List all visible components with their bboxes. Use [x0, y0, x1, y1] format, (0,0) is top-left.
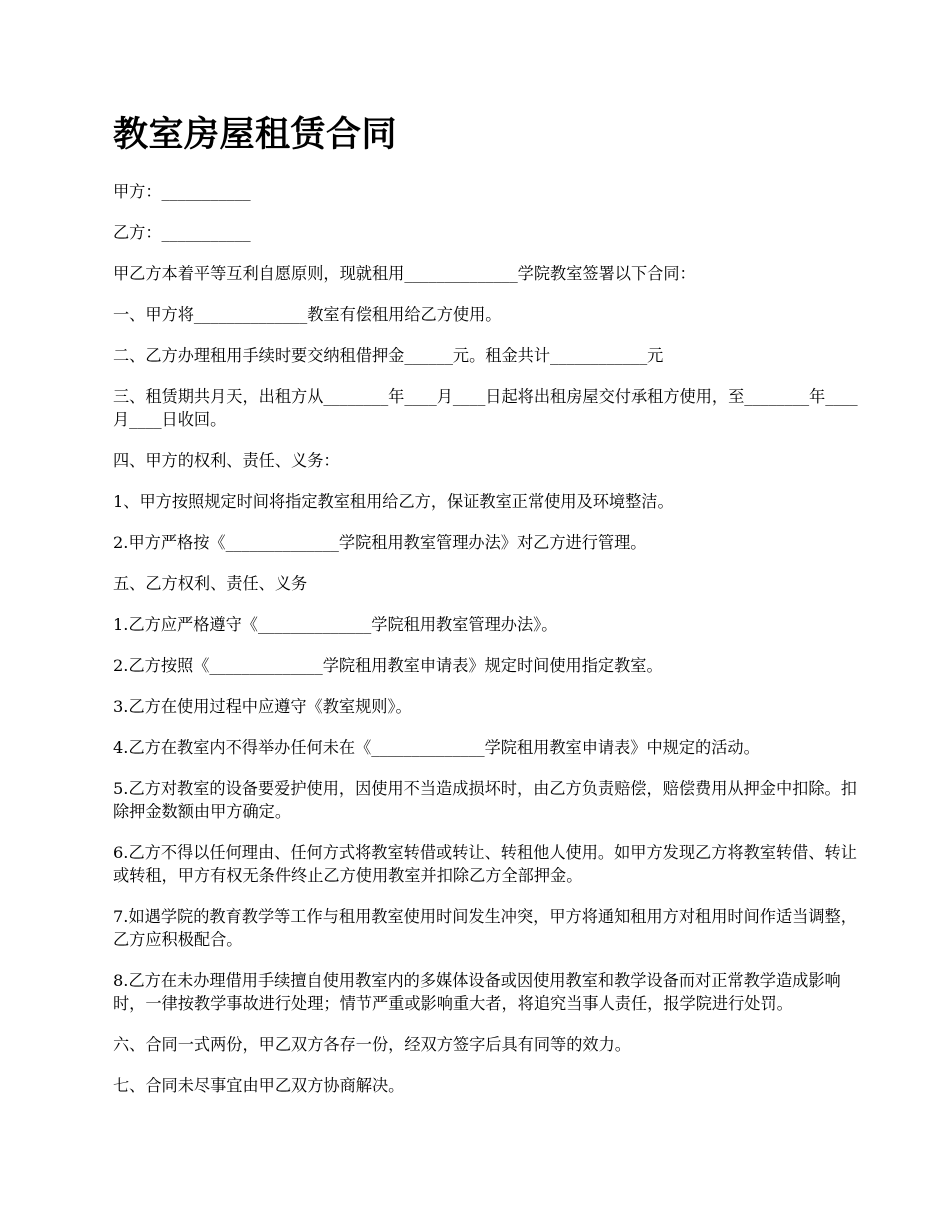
preamble: 甲乙方本着平等互利自愿原则，现就租用______________学院教室签署以下合同：	[113, 264, 696, 283]
clause-5-item-7: 7.如遇学院的教育教学等工作与租用教室使用时间发生冲突，甲方将通知租用方对租用时间作适当调整，乙方应积极配合。	[113, 907, 857, 949]
clause-5-item-3: 3.乙方在使用过程中应遵守《教室规则》。	[113, 697, 412, 716]
party-b-line: 乙方：___________	[113, 223, 251, 242]
clause-4-heading: 四、甲方的权利、责任、义务：	[113, 451, 340, 470]
clause-5-item-4: 4.乙方在教室内不得举办任何未在《______________学院租用教室申请表》中规定的活动。	[113, 738, 760, 757]
clause-2: 二、乙方办理租用手续时要交纳租借押金______元。租金共计____________元	[113, 346, 664, 365]
clause-7: 七、合同未尽事宜由甲乙双方协商解决。	[113, 1076, 405, 1095]
clause-5-heading: 五、乙方权利、责任、义务	[113, 574, 308, 593]
clause-5-item-6: 6.乙方不得以任何理由、任何方式将教室转借或转让、转租他人使用。如甲方发现乙方将教室转借、转让或转租，甲方有权无条件终止乙方使用教室并扣除乙方全部押金。	[113, 843, 857, 885]
document-title: 教室房屋租赁合同	[113, 115, 398, 155]
clause-6: 六、合同一式两份，甲乙双方各存一份，经双方签字后具有同等的效力。	[113, 1035, 631, 1054]
clause-5-item-2: 2.乙方按照《______________学院租用教室申请表》规定时间使用指定教室。	[113, 656, 663, 675]
clause-4-item-2: 2.甲方严格按《______________学院租用教室管理办法》对乙方进行管理。	[113, 533, 647, 552]
party-a-line: 甲方：___________	[113, 182, 251, 201]
clause-1: 一、甲方将______________教室有偿租用给乙方使用。	[113, 305, 502, 324]
clause-5-item-8: 8.乙方在未办理借用手续擅自使用教室内的多媒体设备或因使用教室和教学设备而对正常教学造成影响时，一律按教学事故进行处理；情节严重或影响重大者，将追究当事人责任，报学院进行处罚。	[113, 971, 841, 1013]
clause-5-item-5: 5.乙方对教室的设备要爱护使用，因使用不当造成损坏时，由乙方负责赔偿，赔偿费用从押金中扣除。扣除押金数额由甲方确定。	[113, 779, 857, 821]
clause-4-item-1: 1、甲方按照规定时间将指定教室租用给乙方，保证教室正常使用及环境整洁。	[113, 492, 674, 511]
contract-page	[113, 110, 858, 1115]
clause-5-item-1: 1.乙方应严格遵守《______________学院租用教室管理办法》。	[113, 615, 558, 634]
clause-3: 三、租赁期共月天，出租方从________年____月____日起将出租房屋交付承租方使用，至________年____月____日收回。	[113, 387, 858, 429]
